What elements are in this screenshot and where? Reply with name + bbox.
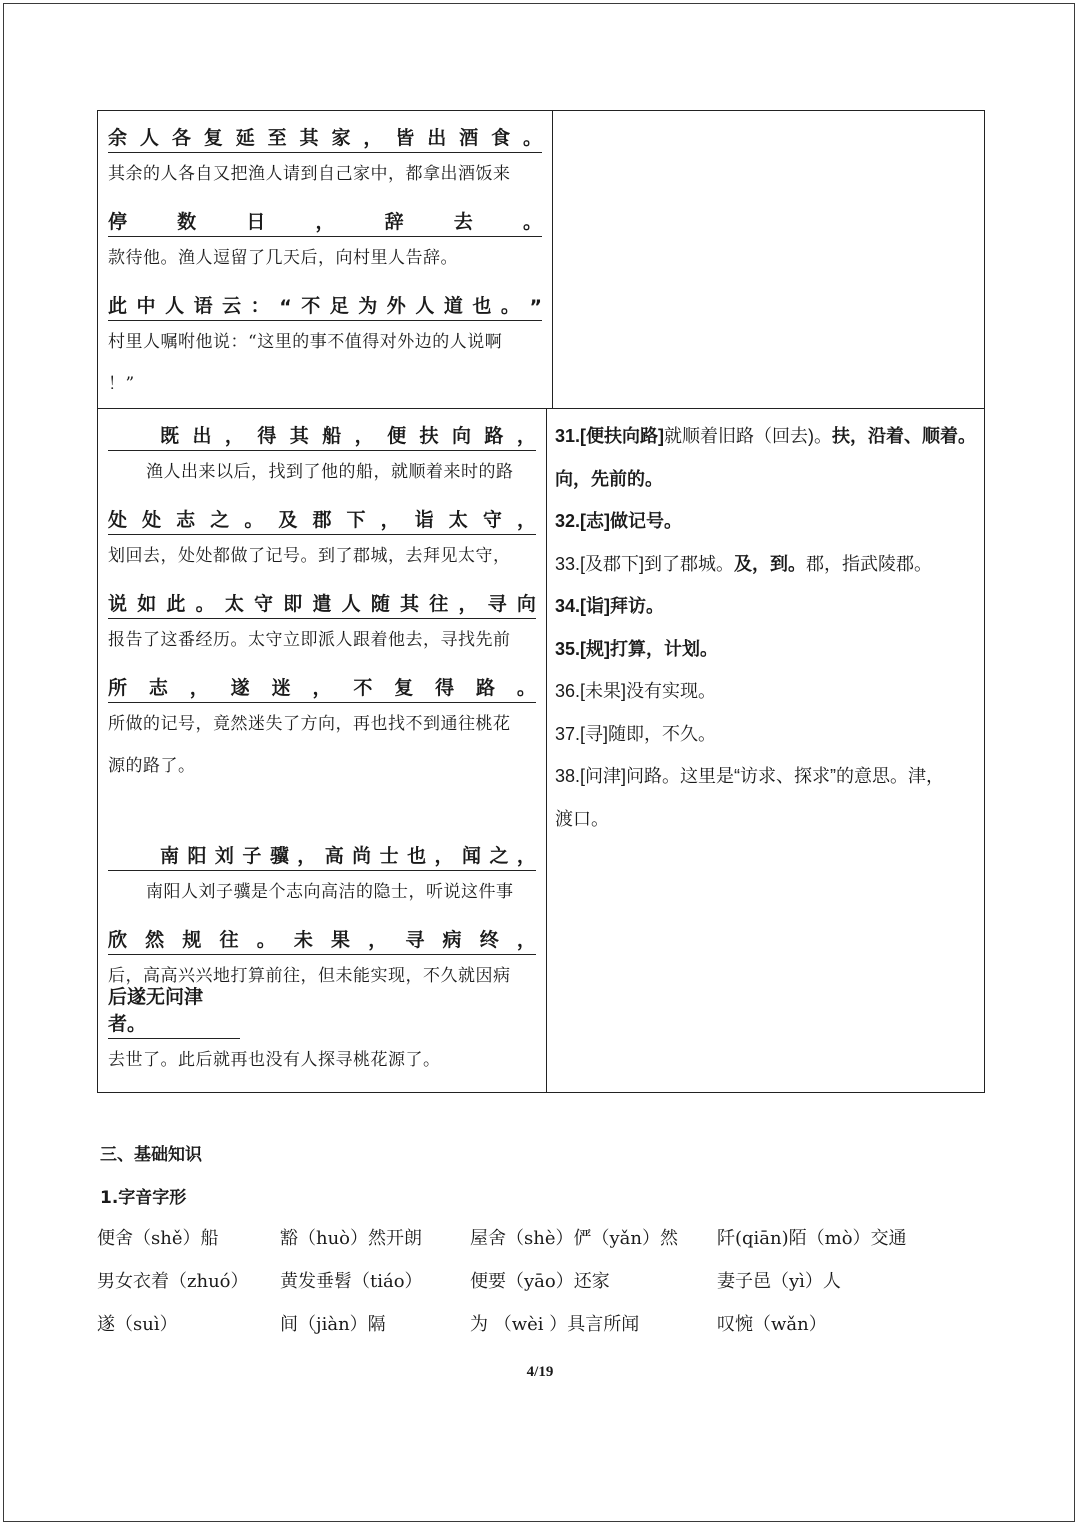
original-char: 处 [108, 509, 128, 531]
original-text-line [108, 493, 536, 535]
translation-line: 款待他。渔人逗留了几天后，向村里人告辞。 [108, 248, 458, 268]
original-char: 处 [142, 509, 162, 531]
original-char: 后遂无问津者。 [108, 986, 204, 1035]
original-char: “ [279, 296, 292, 318]
vocab-row [97, 1310, 977, 1353]
original-char: 太 [224, 593, 244, 615]
original-char: 家 [331, 127, 351, 149]
translation-line: 其余的人各自又把渔人请到自己家中，都拿出酒饭来 [108, 164, 511, 184]
original-char: 道 [443, 295, 463, 317]
original-char: 得 [257, 425, 277, 447]
original-char: ： [250, 295, 270, 317]
original-text-line [108, 409, 536, 451]
original-char: 欣 [108, 929, 128, 951]
original-char: 之 [210, 509, 230, 531]
original-text-line [108, 661, 536, 703]
original-char: 其 [400, 593, 420, 615]
original-char: 如 [137, 593, 157, 615]
original-char: 。 [522, 211, 542, 233]
original-char: 酒 [459, 127, 479, 149]
original-char: 。 [522, 127, 542, 149]
original-char: 便 [387, 425, 407, 447]
original-char: 不 [353, 677, 373, 699]
note-key-term: 32.[志]做记号。 [554, 511, 682, 531]
original-char: 刘 [214, 845, 234, 867]
original-char: 出 [427, 127, 447, 149]
original-char: 尚 [352, 845, 372, 867]
vocab-item: 妻子邑（yì）人 [717, 1271, 841, 1292]
original-char: ， [354, 425, 374, 447]
original-char: 郡 [312, 509, 332, 531]
note-text: 38.[问津]问路。这里是“访求、探求”的意思。津， [554, 766, 944, 786]
vocab-item: 遂（suì） [97, 1314, 178, 1335]
original-char: ， [380, 509, 400, 531]
original-text-line [108, 111, 542, 153]
original-char: 船 [322, 425, 342, 447]
original-char: ， [434, 845, 454, 867]
original-text-line [108, 986, 240, 1039]
original-char: 守 [482, 509, 502, 531]
vocab-item: 叹惋（wǎn） [717, 1314, 827, 1335]
translation-line: 划回去，处处都做了记号。到了郡城，去拜见太守， [108, 546, 511, 566]
original-char: 云 [222, 295, 242, 317]
original-char: 复 [394, 677, 414, 699]
original-char: 路 [476, 677, 496, 699]
original-char: 也 [472, 295, 492, 317]
original-char: 病 [442, 929, 462, 951]
original-char: 果 [331, 929, 351, 951]
original-char: 其 [289, 425, 309, 447]
original-char: 至 [267, 127, 287, 149]
original-char: ， [516, 845, 536, 867]
original-char: 。 [500, 295, 520, 317]
original-char: 往 [429, 593, 449, 615]
original-char: 数 [177, 211, 197, 233]
subsection-title: 1.字音字形 [100, 1188, 187, 1208]
original-char: 。 [516, 677, 536, 699]
note-text: 37.[寻]随即，不久。 [554, 723, 717, 744]
original-char: ， [363, 127, 383, 149]
note-text: 郡，指武陵郡。 [806, 553, 933, 574]
original-char: 遣 [312, 593, 332, 615]
original-text-line [108, 279, 542, 321]
original-char: 即 [283, 593, 303, 615]
original-char: 闻 [461, 845, 481, 867]
original-char: 得 [435, 677, 455, 699]
translation-line: 所做的记号，竟然迷失了方向，再也找不到通往桃花 [108, 714, 511, 734]
annotation-note [555, 543, 976, 586]
original-char: 余 [108, 127, 128, 149]
original-char: 迷 [271, 677, 291, 699]
original-char: 延 [235, 127, 255, 149]
original-char: 志 [148, 677, 168, 699]
original-char: 说 [108, 593, 128, 615]
note-key-term: 35.[规]打算，计划。 [554, 638, 718, 659]
note-key-term: 扶，沿着、顺着。 [832, 426, 976, 446]
original-char: 中 [136, 295, 156, 317]
original-char: 人 [165, 295, 185, 317]
vocab-row [97, 1267, 977, 1310]
original-char: 日 [246, 211, 266, 233]
translation-line: 后，高高兴兴地打算前往，但未能实现，不久就因病 [108, 966, 511, 986]
page-number: 4/19 [526, 1364, 554, 1380]
original-char: ， [224, 425, 244, 447]
original-char: ， [516, 929, 536, 951]
vocab-item: 为 （wèi ）具言所闻 [470, 1314, 640, 1335]
translation-line: 源的路了。 [108, 756, 196, 776]
translation-line: 渔人出来以后，找到了他的船，就顺着来时的路 [146, 462, 514, 482]
original-char: 阳 [187, 845, 207, 867]
annotation-note [555, 628, 976, 671]
original-char: 食 [491, 127, 511, 149]
original-char: 辞 [384, 211, 404, 233]
original-char: 足 [329, 295, 349, 317]
original-char: ， [297, 845, 317, 867]
text-cell [98, 409, 547, 1092]
translation-line: 村里人嘱咐他说：“这里的事不值得对外边的人说啊 [108, 332, 503, 352]
original-text-line [108, 913, 536, 955]
section-title: 三、基础知识 [100, 1145, 202, 1165]
text-cell [98, 111, 553, 408]
original-char: 终 [479, 929, 499, 951]
original-char: 出 [192, 425, 212, 447]
vocab-item: 豁（huò）然开朗 [280, 1228, 423, 1249]
annotation-note [555, 755, 976, 798]
note-text: 渡口。 [554, 808, 609, 829]
translation-table [97, 110, 985, 1093]
note-text: 36.[未果]没有实现。 [554, 681, 717, 701]
original-char: 南 [160, 845, 180, 867]
original-char: ， [312, 677, 332, 699]
original-char: 语 [193, 295, 213, 317]
original-char: ” [529, 296, 542, 318]
notes-cell [553, 111, 984, 408]
original-char: 士 [379, 845, 399, 867]
vocab-item: 便舍（shě）船 [97, 1228, 219, 1249]
original-char: ， [315, 211, 335, 233]
note-key-term: 向，先前的。 [554, 468, 663, 489]
original-char: 此 [166, 593, 186, 615]
original-char: ， [368, 929, 388, 951]
original-char: 随 [370, 593, 390, 615]
original-char: 未 [293, 929, 313, 951]
original-char: ， [189, 677, 209, 699]
original-char: 为 [358, 295, 378, 317]
original-char: 太 [448, 509, 468, 531]
notes-cell [547, 409, 984, 1092]
vocab-item: 黄发垂髫（tiáo） [280, 1271, 423, 1292]
original-char: 。 [195, 593, 215, 615]
original-char: 骥 [269, 845, 289, 867]
original-char: 人 [139, 127, 159, 149]
translation-line: 南阳人刘子骥是个志向高洁的隐士，听说这件事 [146, 882, 514, 902]
original-char: 子 [242, 845, 262, 867]
original-char: 人 [341, 593, 361, 615]
original-char: 下 [346, 509, 366, 531]
original-char: 也 [407, 845, 427, 867]
original-char: 。 [256, 929, 276, 951]
original-char: 往 [219, 929, 239, 951]
original-char: 规 [182, 929, 202, 951]
note-text: 就顺着旧路（回去)。 [664, 426, 832, 446]
original-char: 不 [301, 295, 321, 317]
original-char: 然 [145, 929, 165, 951]
annotation-note [555, 415, 976, 458]
original-char: 其 [299, 127, 319, 149]
original-char: 诣 [414, 509, 434, 531]
original-char: 遂 [230, 677, 250, 699]
vocab-item: 屋舍（shè）俨（yǎn）然 [470, 1228, 678, 1249]
original-char: 。 [244, 509, 264, 531]
original-char: 人 [415, 295, 435, 317]
original-char: ， [458, 593, 478, 615]
original-char: 皆 [395, 127, 415, 149]
original-text-line [108, 195, 542, 237]
original-char: 之 [489, 845, 509, 867]
original-char: 及 [278, 509, 298, 531]
annotation-note [555, 500, 976, 543]
original-char: 此 [108, 295, 128, 317]
original-char: 复 [203, 127, 223, 149]
original-char: 停 [108, 211, 128, 233]
original-char: 外 [386, 295, 406, 317]
note-key-term: 34.[诣]拜访。 [554, 596, 664, 616]
translation-line: ！” [108, 374, 135, 394]
spacer [108, 787, 536, 829]
original-char: 寻 [487, 593, 507, 615]
original-char: ， [516, 509, 536, 531]
vocab-item: 阡(qiān)陌（mò）交通 [717, 1228, 907, 1249]
vocab-item: 男女衣着（zhuó） [97, 1271, 249, 1292]
original-char: 高 [324, 845, 344, 867]
table-row [98, 408, 984, 1092]
original-char: ， [516, 425, 536, 447]
annotation-note [555, 713, 976, 756]
vocab-item: 便要（yāo）还家 [470, 1271, 610, 1292]
annotation-note [555, 670, 976, 713]
vocab-grid [97, 1224, 977, 1353]
original-char: 去 [453, 211, 473, 233]
original-char: 扶 [419, 425, 439, 447]
table-row [98, 111, 984, 408]
translation-line: 报告了这番经历。太守立即派人跟着他去，寻找先前 [108, 630, 511, 650]
original-char: 各 [171, 127, 191, 149]
annotation-note [555, 585, 976, 628]
original-char: 既 [160, 425, 180, 447]
original-char: 寻 [405, 929, 425, 951]
annotation-note [555, 798, 976, 841]
vocab-item: 间（jiàn）隔 [280, 1314, 386, 1335]
original-char: 向 [451, 425, 471, 447]
original-char: 路 [484, 425, 504, 447]
original-char: 向 [516, 593, 536, 615]
original-text-line [108, 577, 536, 619]
vocab-row [97, 1224, 977, 1267]
note-key-term: 31.[便扶向路] [554, 426, 664, 446]
note-key-term: 及，到。 [734, 553, 807, 574]
note-text: 33.[及郡下]到了郡城。 [554, 553, 735, 574]
annotation-note [555, 458, 976, 501]
translation-line: 去世了。此后就再也没有人探寻桃花源了。 [108, 1050, 441, 1070]
original-char: 所 [108, 677, 128, 699]
original-char: 志 [176, 509, 196, 531]
original-char: 守 [254, 593, 274, 615]
original-text-line [108, 829, 536, 871]
